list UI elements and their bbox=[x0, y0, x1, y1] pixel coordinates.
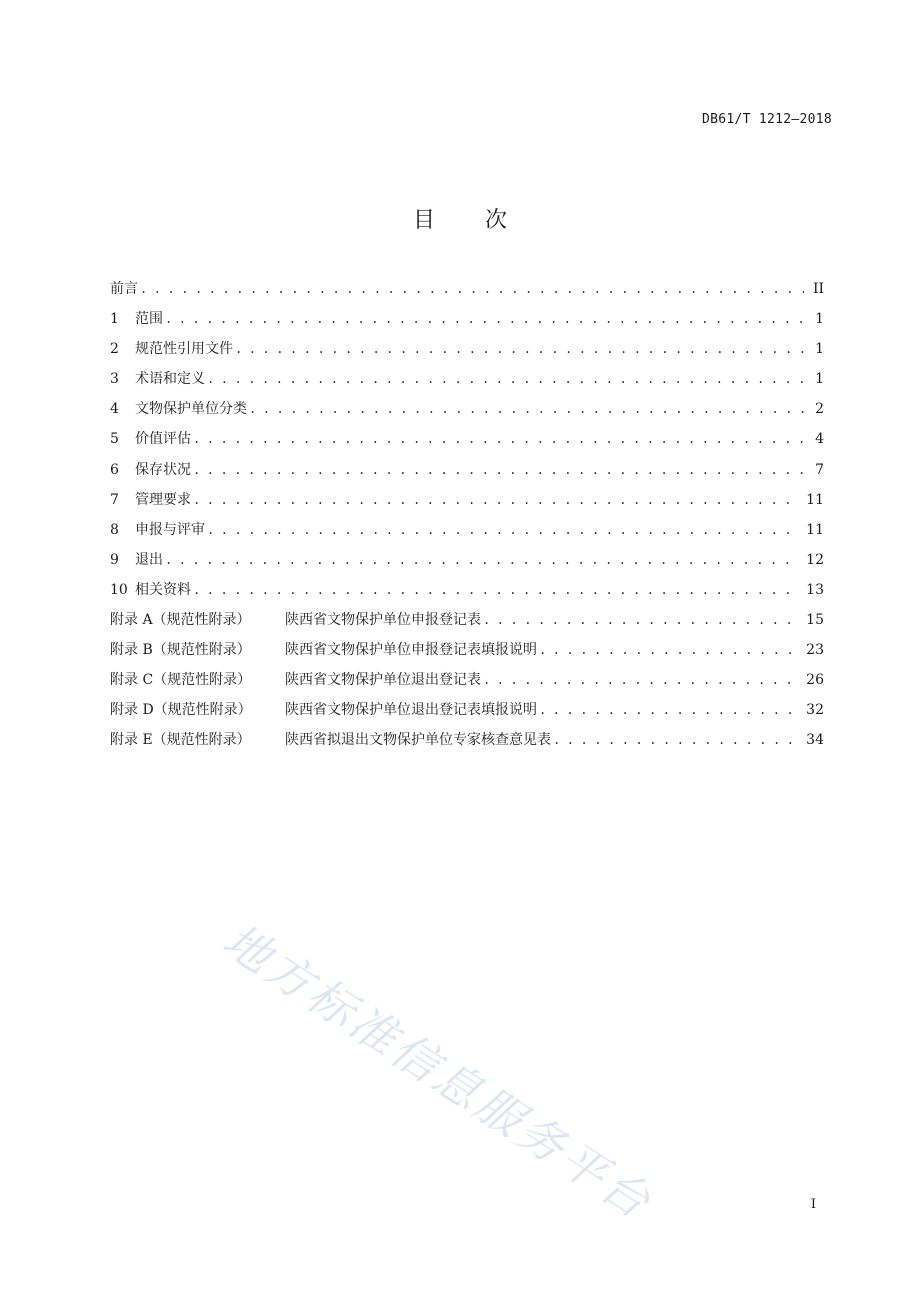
toc-entry-label-wrap bbox=[110, 641, 537, 659]
toc-appendix-label: 附录 E（规范性附录） bbox=[110, 732, 251, 749]
toc-entry-10[interactable] bbox=[110, 581, 824, 611]
toc-entry-number: 6 bbox=[110, 461, 119, 478]
toc-entry-title: 退出 bbox=[135, 551, 163, 568]
toc-page-number: 7 bbox=[815, 461, 824, 478]
toc-entry-title: 文物保护单位分类 bbox=[135, 401, 247, 418]
toc-entry-label-wrap bbox=[110, 340, 233, 358]
toc-appendix-label: 附录 D（规范性附录） bbox=[110, 702, 252, 719]
toc-entry-title: 陕西省文物保护单位退出登记表 bbox=[285, 672, 481, 689]
table-of-contents bbox=[110, 280, 824, 762]
toc-dot-leader bbox=[249, 400, 804, 418]
toc-appendix-label: 附录 B（规范性附录） bbox=[110, 642, 251, 659]
toc-dot-leader bbox=[539, 641, 800, 659]
toc-entry-number: 5 bbox=[110, 431, 119, 448]
toc-entry-label-wrap bbox=[110, 461, 191, 479]
toc-dot-leader bbox=[193, 461, 804, 479]
toc-entry-title: 保存状况 bbox=[135, 461, 191, 478]
toc-entry-label-wrap bbox=[110, 370, 205, 388]
toc-entry-number: 9 bbox=[110, 551, 119, 568]
toc-page-number: II bbox=[812, 281, 824, 297]
toc-page-number: 1 bbox=[815, 311, 824, 328]
toc-entry-title: 价值评估 bbox=[135, 431, 191, 448]
toc-entry-title: 规范性引用文件 bbox=[135, 341, 233, 358]
toc-appendix-label: 附录 C（规范性附录） bbox=[110, 672, 252, 689]
toc-entry-label-wrap bbox=[110, 611, 481, 629]
toc-page-number: 32 bbox=[806, 702, 824, 719]
toc-entry-number: 8 bbox=[110, 521, 119, 538]
toc-entry-number: 10 bbox=[110, 581, 128, 598]
toc-entry-title: 陕西省文物保护单位申报登记表填报说明 bbox=[285, 642, 537, 659]
toc-entry-5[interactable] bbox=[110, 430, 824, 460]
toc-page-number: 11 bbox=[806, 521, 824, 538]
toc-entry-title: 术语和定义 bbox=[135, 371, 205, 388]
toc-dot-leader bbox=[140, 280, 804, 298]
toc-dot-leader bbox=[193, 491, 800, 509]
toc-page-number: 1 bbox=[815, 341, 824, 358]
title-char-1: 目 bbox=[412, 208, 435, 233]
toc-entry-title: 陕西省文物保护单位退出登记表填报说明 bbox=[285, 702, 537, 719]
toc-entry-label-wrap bbox=[110, 310, 163, 328]
toc-entry-appendix-d[interactable] bbox=[110, 701, 824, 731]
toc-entry-title: 相关资料 bbox=[135, 581, 191, 598]
document-code: DB61/T 1212—2018 bbox=[701, 112, 832, 127]
toc-entry-2[interactable] bbox=[110, 340, 824, 370]
title-char-2: 次 bbox=[485, 208, 508, 233]
toc-page-number: 1 bbox=[815, 371, 824, 388]
toc-entry-number: 1 bbox=[110, 311, 119, 328]
toc-entry-label-wrap bbox=[110, 430, 191, 448]
toc-page-number: 15 bbox=[806, 612, 824, 629]
toc-entry-1[interactable] bbox=[110, 310, 824, 340]
toc-entry-label-wrap bbox=[110, 280, 138, 298]
page-number: I bbox=[810, 1197, 816, 1212]
toc-entry-appendix-a[interactable] bbox=[110, 611, 824, 641]
toc-entry-title: 陕西省文物保护单位申报登记表 bbox=[285, 612, 481, 629]
toc-entry-label-wrap bbox=[110, 521, 205, 539]
toc-entry-title: 申报与评审 bbox=[135, 521, 205, 538]
page-title bbox=[0, 203, 920, 234]
toc-dot-leader bbox=[539, 701, 800, 719]
toc-entry-label-wrap bbox=[110, 581, 191, 599]
toc-entry-appendix-e[interactable] bbox=[110, 731, 824, 761]
toc-entry-foreword[interactable] bbox=[110, 280, 824, 310]
toc-page-number: 34 bbox=[806, 732, 824, 749]
toc-dot-leader bbox=[483, 671, 800, 689]
toc-entry-title: 管理要求 bbox=[135, 491, 191, 508]
toc-dot-leader bbox=[193, 581, 800, 599]
toc-entry-3[interactable] bbox=[110, 370, 824, 400]
toc-entry-label-wrap bbox=[110, 701, 537, 719]
toc-dot-leader bbox=[165, 551, 800, 569]
toc-entry-number: 4 bbox=[110, 401, 119, 418]
toc-entry-title: 范围 bbox=[135, 311, 163, 328]
toc-dot-leader bbox=[207, 370, 804, 388]
toc-entry-4[interactable] bbox=[110, 400, 824, 430]
toc-entry-9[interactable] bbox=[110, 551, 824, 581]
toc-page-number: 13 bbox=[806, 581, 824, 598]
toc-entry-6[interactable] bbox=[110, 461, 824, 491]
toc-dot-leader bbox=[483, 611, 800, 629]
toc-entry-label-wrap bbox=[110, 491, 191, 509]
toc-page-number: 2 bbox=[815, 401, 824, 418]
toc-dot-leader bbox=[235, 340, 804, 358]
toc-entry-number: 7 bbox=[110, 491, 119, 508]
toc-entry-label-wrap bbox=[110, 551, 163, 569]
toc-appendix-label: 附录 A（规范性附录） bbox=[110, 612, 251, 629]
toc-page-number: 12 bbox=[806, 551, 824, 568]
toc-page-number: 4 bbox=[815, 431, 824, 448]
toc-dot-leader bbox=[165, 310, 804, 328]
toc-entry-7[interactable] bbox=[110, 491, 824, 521]
toc-entry-title: 前言 bbox=[110, 281, 138, 297]
toc-entry-label-wrap bbox=[110, 671, 481, 689]
toc-dot-leader bbox=[553, 731, 800, 749]
toc-page-number: 26 bbox=[806, 672, 824, 689]
toc-entry-number: 2 bbox=[110, 341, 119, 358]
toc-entry-8[interactable] bbox=[110, 521, 824, 551]
toc-entry-number: 3 bbox=[110, 371, 119, 388]
toc-entry-label-wrap bbox=[110, 731, 551, 749]
toc-entry-appendix-b[interactable] bbox=[110, 641, 824, 671]
toc-dot-leader bbox=[207, 521, 800, 539]
toc-page-number: 11 bbox=[806, 491, 824, 508]
toc-entry-appendix-c[interactable] bbox=[110, 671, 824, 701]
toc-page-number: 23 bbox=[806, 642, 824, 659]
toc-dot-leader bbox=[193, 430, 804, 448]
toc-entry-label-wrap bbox=[110, 400, 247, 418]
watermark: 地方标准信息服务平台 bbox=[213, 912, 663, 1231]
toc-entry-title: 陕西省拟退出文物保护单位专家核查意见表 bbox=[285, 732, 551, 749]
